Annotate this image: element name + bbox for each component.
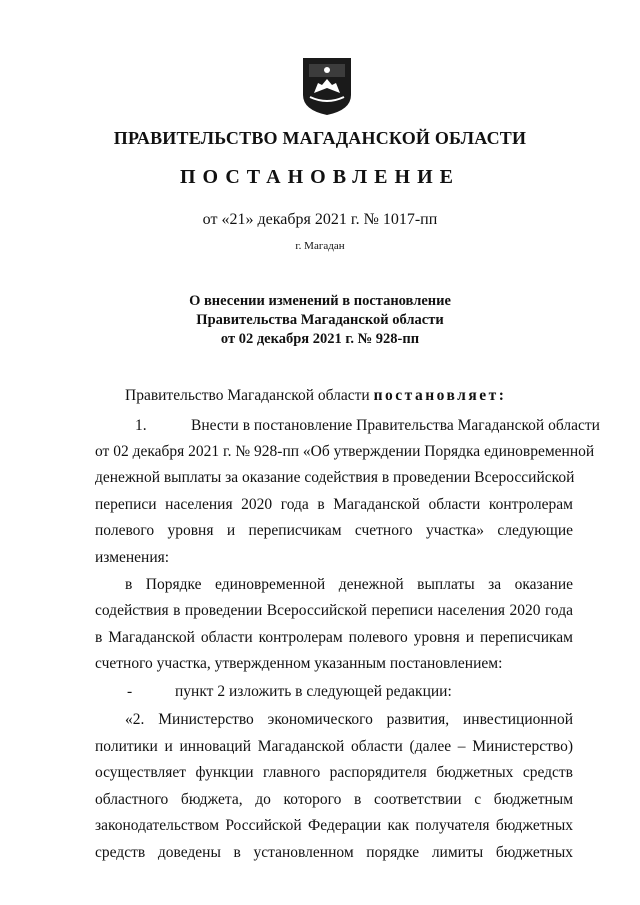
document-type: ПОСТАНОВЛЕНИЕ xyxy=(180,166,460,188)
subject-line: от 02 декабря 2021 г. № 928-пп xyxy=(220,331,420,347)
coat-of-arms-icon xyxy=(300,55,354,117)
item1-line: 1. Внести в постановление Правительства Магаданской области xyxy=(95,416,573,436)
item1-line: полевого уровня и переписчикам счетного участка» следующие xyxy=(95,522,573,539)
document-city: г. Магадан xyxy=(295,240,345,252)
preamble-text: Правительство Магаданской области xyxy=(125,387,370,404)
bullet-item xyxy=(95,682,573,702)
document-date-number: от «21» декабря 2021 г. № 1017-пп xyxy=(202,211,438,228)
organization-title: ПРАВИТЕЛЬСТВО МАГАДАНСКОЙ ОБЛАСТИ xyxy=(113,128,527,148)
document-subject xyxy=(0,292,640,349)
item1-line: денежной выплаты за оказание содействия в проведении Всероссийской xyxy=(95,469,575,486)
quote-line: «2. Министерство экономического развития, инвестиционной xyxy=(125,711,573,728)
subject-line: Правительства Магаданской области xyxy=(196,312,444,328)
para2-line: в Магаданской области контролерам полевого уровня и переписчикам xyxy=(95,629,573,646)
item1-line: от 02 декабря 2021 г. № 928-пп «Об утверждении Порядка единовременной xyxy=(95,443,595,460)
para2-line: в Порядке единовременной денежной выплаты за оказание xyxy=(125,576,573,593)
para2-line: содействия в проведении Всероссийской переписи населения 2020 года xyxy=(95,602,573,619)
quote-line: законодательством Российской Федерации как получателя бюджетных xyxy=(95,817,573,834)
para2-line: счетного участка, утвержденном указанным постановлением: xyxy=(95,655,503,672)
preamble-action: постановляет: xyxy=(373,387,507,404)
quote-line: политики и инноваций Магаданской области (далее – Министерство) xyxy=(95,738,573,755)
bullet-text: пункт 2 изложить в следующей редакции: xyxy=(175,683,452,700)
preamble xyxy=(95,386,573,406)
subject-line: О внесении изменений в постановление xyxy=(189,293,451,309)
quote-line: областного бюджета, до которого в соответствии с бюджетным xyxy=(95,791,573,808)
quote-line: осуществляет функции главного распорядителя бюджетных средств xyxy=(95,764,573,781)
bullet-mark: - xyxy=(127,683,133,700)
item1-line: переписи населения 2020 года в Магаданской области контролерам xyxy=(95,496,573,513)
item1-number: 1. xyxy=(135,417,147,434)
quote-line: средств доведены в установленном порядке лимиты бюджетных xyxy=(95,844,573,861)
item1-line: изменения: xyxy=(95,549,170,566)
